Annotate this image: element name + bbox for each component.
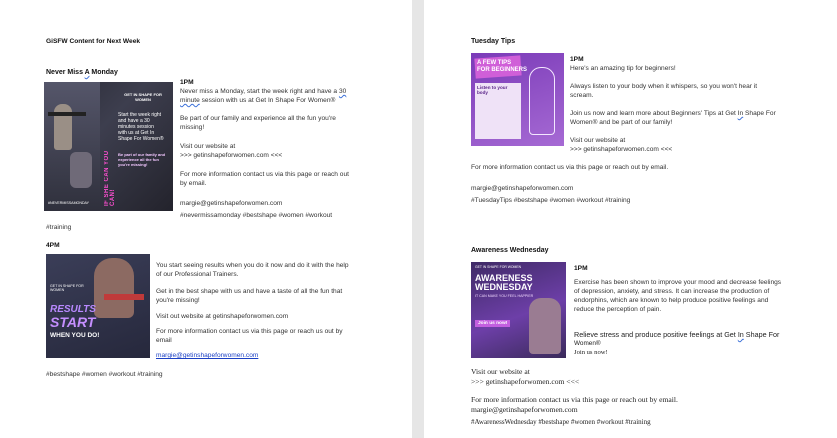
post-text-exercise xyxy=(574,278,781,314)
email-link[interactable]: margie@getinshapeforwomen.com xyxy=(156,352,259,359)
results-promo-image[interactable] xyxy=(46,254,150,358)
title-line: WEDNESDAY xyxy=(475,282,533,292)
spellcheck-word[interactable]: In xyxy=(737,330,744,339)
hashtags: #TuesdayTips #bestshape #women #workout #training xyxy=(471,197,631,204)
post-text-website: Visit out website at getinshapeforwomen.com xyxy=(156,313,289,320)
post-line xyxy=(570,109,776,118)
promo-line: with us at Get In xyxy=(118,130,155,136)
gym-photo xyxy=(44,82,100,211)
when-you-do-title: WHEN YOU DO! xyxy=(50,332,100,339)
promo-line: Be part of our family and xyxy=(118,152,166,157)
promo-line: Shape For Women® xyxy=(118,136,164,142)
heading-text: Monday xyxy=(89,69,118,76)
promo-line: experience all the fun xyxy=(118,157,159,162)
dumbbell-shape xyxy=(104,294,144,300)
equipment-shape xyxy=(70,152,92,188)
post-line: >>> getinshapeforwomen.com <<< xyxy=(180,152,283,159)
post-text-listen xyxy=(570,82,757,100)
post-time: 1PM xyxy=(180,79,194,86)
spellcheck-word[interactable]: In xyxy=(737,110,744,117)
spellcheck-word[interactable]: minute xyxy=(180,97,200,104)
join-badge: Join us now! xyxy=(475,320,510,327)
post-line: reduce the perception of pain. xyxy=(574,306,662,313)
athlete-figure xyxy=(54,104,72,150)
woman-illustration xyxy=(529,67,555,135)
vertical-slogan: IF SHE CAN YOU CAN! xyxy=(104,150,116,206)
promo-copy xyxy=(118,112,170,142)
post-time: 4PM xyxy=(46,242,60,249)
hashtags: #training xyxy=(46,224,72,231)
post-line: For more information contact us via this page or reach out xyxy=(180,171,349,178)
text-run: Shape For xyxy=(743,110,776,117)
post-line: Visit our website at xyxy=(570,137,626,144)
document-title: GiSFW Content for Next Week xyxy=(46,38,141,45)
post-time: 1PM xyxy=(570,56,584,63)
post-text-contact xyxy=(180,170,349,188)
woman-photo xyxy=(529,298,561,354)
post-line: Exercise has been shown to improve your mood and decrease feelings xyxy=(574,279,782,286)
post-line: Women® xyxy=(574,340,601,347)
post-text-join xyxy=(570,109,776,127)
post-line xyxy=(180,96,380,105)
post-line: email xyxy=(156,337,172,344)
post-text-results xyxy=(156,261,349,279)
post-line: endorphins, which are known to help produce positive feelings and xyxy=(574,297,769,304)
post-line: missing! xyxy=(180,124,205,131)
heading-text: Never Miss xyxy=(46,69,85,76)
contact-email: margie@getinshapeforwomen.com xyxy=(471,185,574,192)
post-text-contact: For more information contact us via this page or reach out by email. xyxy=(471,164,669,171)
post-text-relieve xyxy=(574,330,779,357)
text-run: Shape For xyxy=(743,330,780,339)
post-line xyxy=(180,87,380,96)
title-line: FOR BEGINNERS xyxy=(477,66,528,73)
title-line: AWARENESS xyxy=(475,273,533,283)
never-miss-monday-promo-image[interactable] xyxy=(44,82,173,211)
trainer-photo xyxy=(94,258,134,318)
results-title: RESULTS xyxy=(50,304,96,315)
title-line: A FEW TIPS xyxy=(477,60,512,66)
post-line xyxy=(574,330,779,339)
promo-line: and have a 30 xyxy=(118,118,150,124)
contact-email: margie@getinshapeforwomen.com xyxy=(180,200,283,207)
post-text-contact xyxy=(471,395,678,415)
post-text-family xyxy=(180,114,336,132)
hashtags: #bestshape #women #workout #training xyxy=(46,371,163,378)
promo-hashtag: #NEVERMISSAMONDAY xyxy=(48,201,90,205)
post-line: Join us now! xyxy=(574,349,608,356)
awareness-subtitle: IT CAN MAKE YOU FEEL HAPPIER xyxy=(475,294,534,298)
tips-title xyxy=(477,60,527,73)
post-line: For more information contact us via this page or reach us out by xyxy=(156,328,343,335)
post-text-website xyxy=(180,142,282,160)
post-line: Women® and be part of our family! xyxy=(570,119,673,126)
start-title: START xyxy=(50,314,96,330)
promo-subcopy xyxy=(118,152,168,167)
barbell-shape xyxy=(48,112,86,116)
post-text-website xyxy=(471,367,579,387)
post-line: margie@getinshapeforwomen.com xyxy=(471,405,578,414)
section-heading-awareness-wednesday: Awareness Wednesday xyxy=(471,247,549,254)
text-run: Never miss a Monday, start the week right and have a xyxy=(180,88,339,95)
post-line: scream. xyxy=(570,92,594,99)
post-line: >>> getinshapeforwomen.com <<< xyxy=(570,146,673,153)
post-line: Always listen to your body when it whispers, so you won't hear it xyxy=(570,83,758,90)
post-text-website xyxy=(570,136,672,154)
post-line: Be part of our family and experience all the fun you're xyxy=(180,115,336,122)
tips-card-title: Listen to your body xyxy=(477,85,508,95)
brand-logo: GET IN SHAPE FOR WOMEN xyxy=(475,265,522,269)
text-run: Relieve stress and produce positive feelings at Get xyxy=(574,330,738,339)
post-line: of our Professional Trainers. xyxy=(156,271,239,278)
post-line: Get in the best shape with us and have a taste of all the fun that xyxy=(156,288,343,295)
post-line: by email. xyxy=(180,180,207,187)
spellcheck-word[interactable]: 30 xyxy=(338,88,347,95)
promo-line: you're missing! xyxy=(118,162,148,167)
post-text-contact xyxy=(156,327,343,345)
text-run: session with us at Get In Shape For Women® xyxy=(199,97,336,104)
section-heading-never-miss-a-monday xyxy=(46,69,118,76)
post-line: For more information contact us via this page or reach out by email. xyxy=(471,395,678,404)
hashtags: #nevermissamonday #bestshape #women #workout xyxy=(180,212,333,219)
brand-logo: GET IN SHAPE FOR WOMEN xyxy=(124,92,162,102)
text-run: Join us now and learn more about Beginners' Tips at Get xyxy=(570,110,738,117)
promo-line: Start the week right xyxy=(118,112,162,118)
post-text-intro: Here's an amazing tip for beginners! xyxy=(570,65,676,72)
post-line: Visit our website at xyxy=(180,143,236,150)
post-line: Visit our website at xyxy=(471,367,530,376)
awareness-wednesday-promo-image[interactable] xyxy=(471,262,566,358)
tuesday-tips-promo-image[interactable] xyxy=(471,53,564,146)
post-line: you're missing! xyxy=(156,297,200,304)
post-line: of depression, anxiety, and stress. It can increase the production of xyxy=(574,288,770,295)
section-heading-tuesday-tips: Tuesday Tips xyxy=(471,38,516,45)
post-line: >>> getinshapeforwomen.com <<< xyxy=(471,377,580,386)
spellcheck-word[interactable]: A xyxy=(84,69,90,76)
document-page-right xyxy=(424,0,837,438)
post-text-best-shape xyxy=(156,287,342,305)
post-time: 1PM xyxy=(574,265,588,272)
post-line: You start seeing results when you do it now and do it with the help xyxy=(156,262,349,269)
brand-logo: GET IN SHAPE FOR WOMEN xyxy=(50,284,84,292)
tips-card xyxy=(475,83,521,139)
promo-line: minutes session xyxy=(118,124,154,130)
hashtags: #AwarenessWednesday #bestshape #women #workout #training xyxy=(471,418,651,426)
document-page-left xyxy=(0,0,412,438)
awareness-title xyxy=(475,274,533,292)
post-text-intro xyxy=(180,87,380,105)
